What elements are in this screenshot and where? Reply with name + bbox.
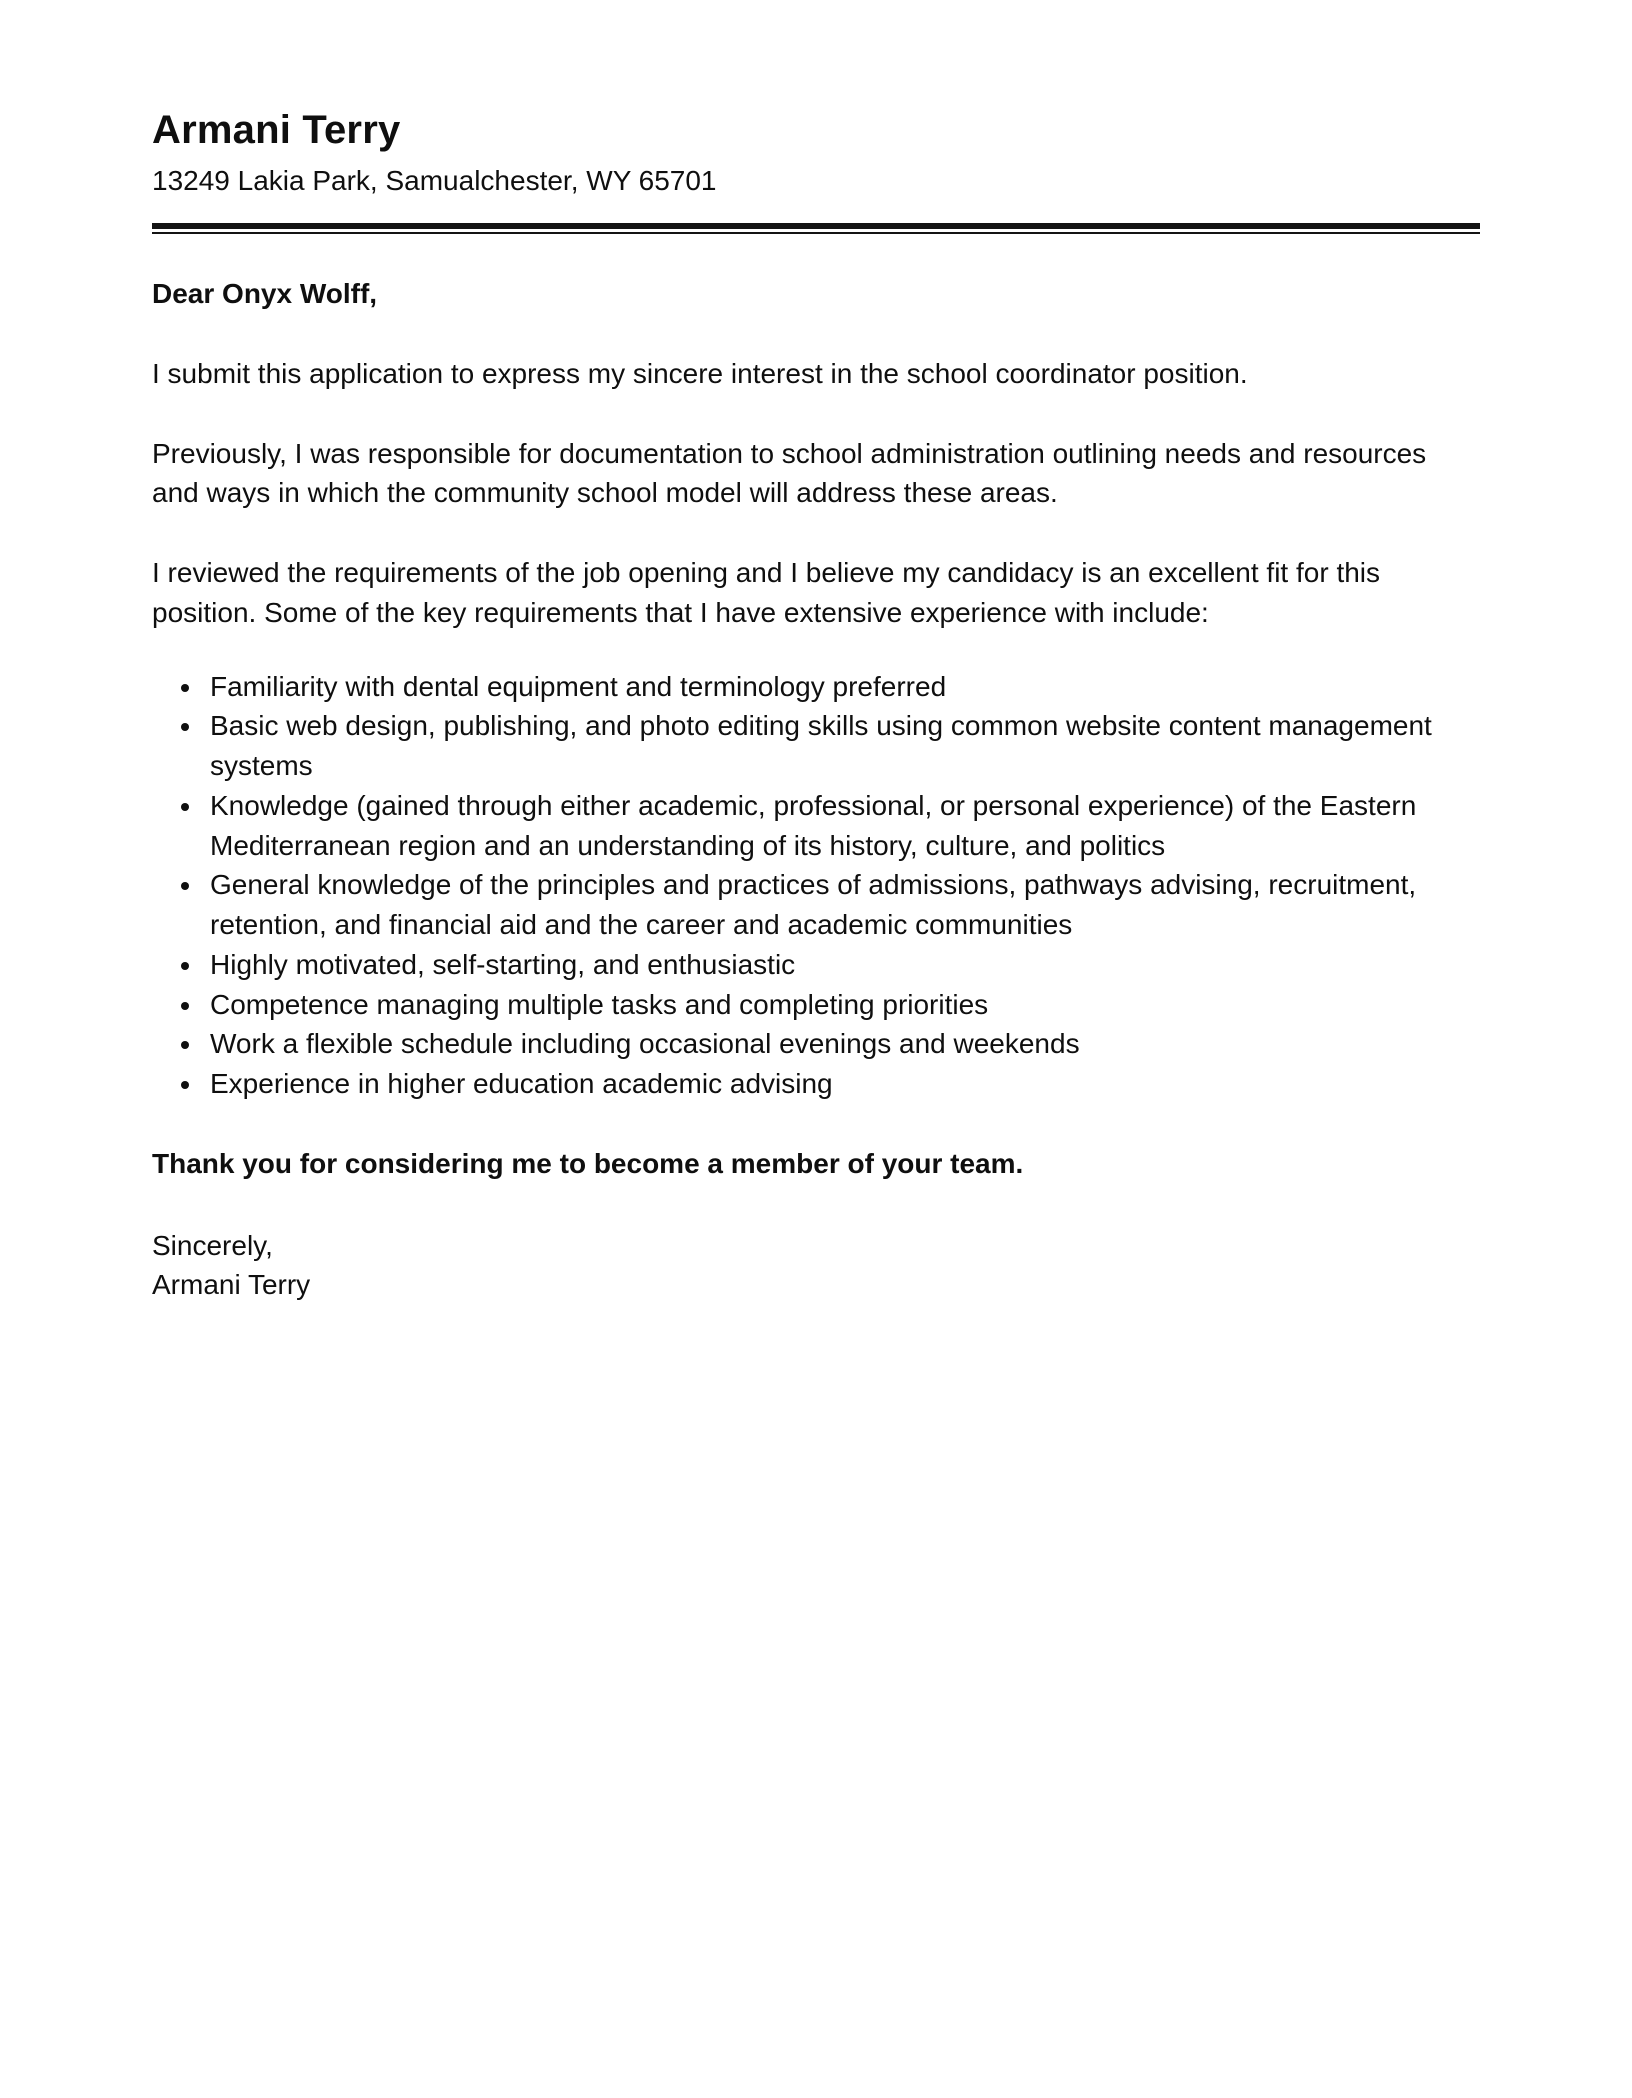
bullet-item: • General knowledge of the principles and practices of admissions, pathways advising, recruitment, retention, and financial aid and the career and academic communities xyxy=(204,865,1480,945)
closing-statement: Thank you for considering me to become a member of your team. xyxy=(152,1147,1024,1179)
paragraph-experience: Previously, I was responsible for documentation to school administration outlining needs and resources and ways in which the community school model will address these areas. xyxy=(152,437,1427,509)
bullet-item: • Knowledge (gained through either academic, professional, or personal experience) of the Eastern Mediterranean region and an understanding of its history, culture, and politics xyxy=(204,786,1480,866)
paragraph-intro: I submit this application to express my sincere interest in the school coordinator position. xyxy=(152,357,1248,389)
letter-body xyxy=(152,274,1480,1305)
sender-name: Armani Terry xyxy=(152,108,401,152)
bullet-item: • Familiarity with dental equipment and terminology preferred xyxy=(204,667,1480,707)
bullet-item: • Work a flexible schedule including occasional evenings and weekends xyxy=(204,1024,1480,1064)
bullet-item: • Highly motivated, self-starting, and enthusiastic xyxy=(204,945,1480,985)
header-divider xyxy=(152,223,1480,234)
sender-address: 13249 Lakia Park, Samualchester, WY 65701 xyxy=(152,165,717,196)
signoff-block xyxy=(152,1226,1480,1306)
salutation: Dear Onyx Wolff, xyxy=(152,278,378,309)
bullet-item: • Competence managing multiple tasks and completing priorities xyxy=(204,985,1480,1025)
bullet-item: • Basic web design, publishing, and photo editing skills using common website content management systems xyxy=(204,706,1480,786)
paragraph-requirements-lead: I reviewed the requirements of the job opening and I believe my candidacy is an excellent fit for this position. Some of the key requirements that I have extensive experience with include: xyxy=(152,557,1381,628)
signature-name: Armani Terry xyxy=(152,1269,311,1301)
requirements-list xyxy=(152,667,1480,1104)
signoff-word: Sincerely, xyxy=(152,1229,273,1261)
bullet-item: • Experience in higher education academic advising xyxy=(204,1064,1480,1104)
letter-header xyxy=(152,108,1480,234)
